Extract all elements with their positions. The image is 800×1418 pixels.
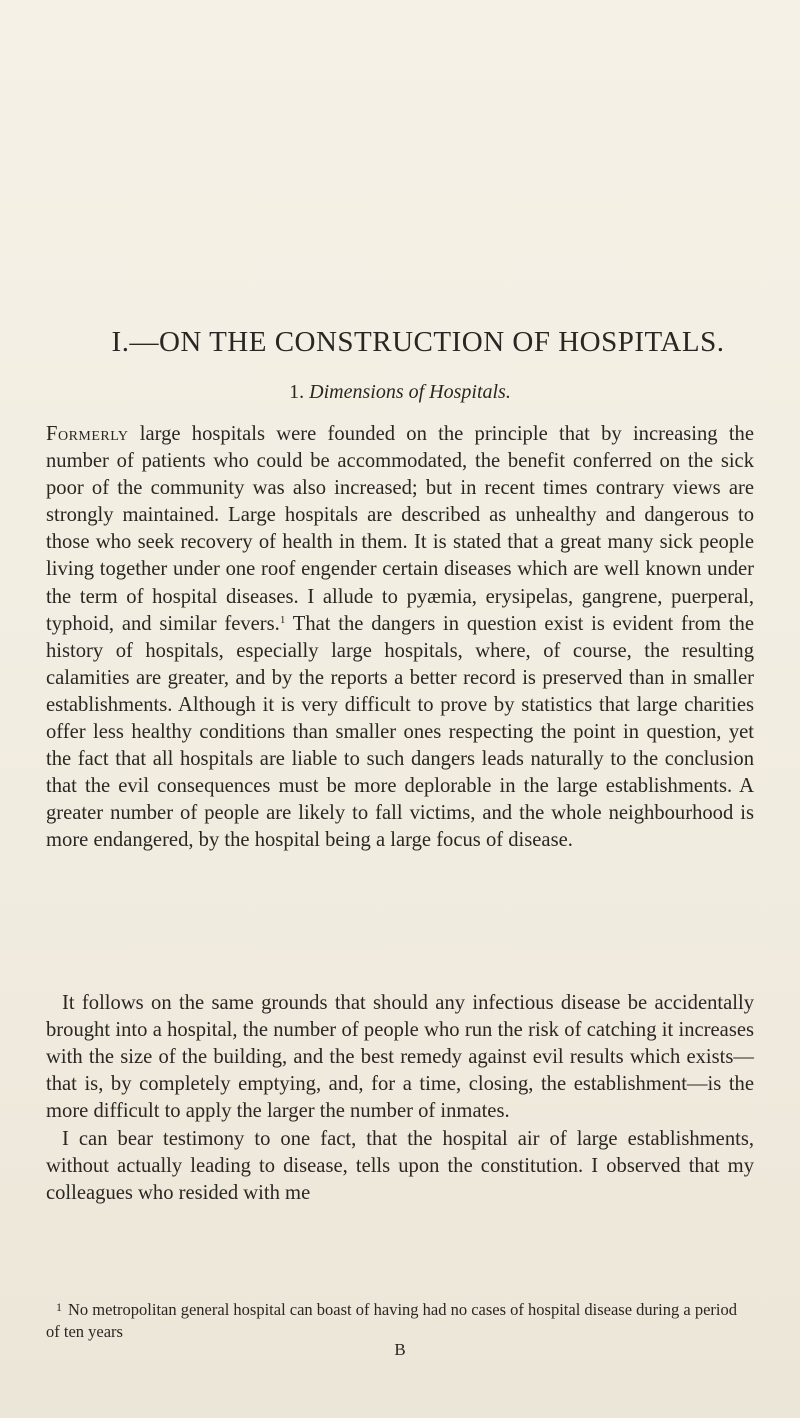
footnote-number: 1 [56,1300,62,1314]
paragraph-2 [46,990,754,1125]
footnote-text: No metropolitan general hospital can boast of having had no cases of hospital disease during a period of ten years [46,1300,737,1341]
paragraph-2-text: It follows on the same grounds that should any infectious disease be accidentally brought into a hospital, the number of people who run the risk of catching it increases with the size of the building, and the best remedy against evil results which exists—that is, by completely emptying, and, for a time, closing, the establishment—is the more difficult to apply the larger the number of inmates. [46,992,754,1123]
section-heading [0,381,800,404]
section-number: 1. [289,381,305,403]
paragraph-3 [46,1126,754,1207]
paragraph-1-text-a: large hospitals were founded on the principle that by increasing the number of patients who could be accommodated, the benefit conferred on the sick poor of the community was also increased; but in recent times contrary views are strongly maintained. Large hospitals are described as unhealthy and dangerous to those who seek recovery of health in them. It is stated that a great many sick people living together under one roof engender certain diseases which are well known under the term of hospital diseases. I allude to pyæmia, erysipelas, gangrene, puerperal, typhoid, and similar fevers. [46,423,754,635]
signature-mark: B [394,1340,406,1359]
footnote-reference: 1 [279,613,286,626]
paragraph-1 [46,421,754,855]
paragraph-lead-word: Formerly [46,423,129,445]
chapter-title: I.—ON THE CONSTRUCTION OF HOSPITALS. [111,326,725,358]
paragraph-1-text-b: That the dangers in question exist is evident from the history of hospitals, especially large hospitals, where, of course, the resulting calamities are greater, and by the reports a better record is preserved than in smaller establishments. Although it is very difficult to prove by statistics that large charities offer less healthy conditions than smaller ones respecting the point in question, yet the fact that all hospitals are liable to such dangers leads naturally to the conclusion that the evil consequences must be more deplorable in the large establishments. A greater number of people are likely to fall victims, and the whole neighbourhood is more endangered, by the hospital being a large focus of disease. [46,612,754,852]
footnote [46,1296,754,1343]
paragraph-3-text: I can bear testimony to one fact, that the hospital air of large establishments, without actually leading to disease, tells upon the constitution. I observed that my colleagues who resided with me [46,1128,754,1205]
section-title: Dimensions of Hospitals. [309,381,511,403]
